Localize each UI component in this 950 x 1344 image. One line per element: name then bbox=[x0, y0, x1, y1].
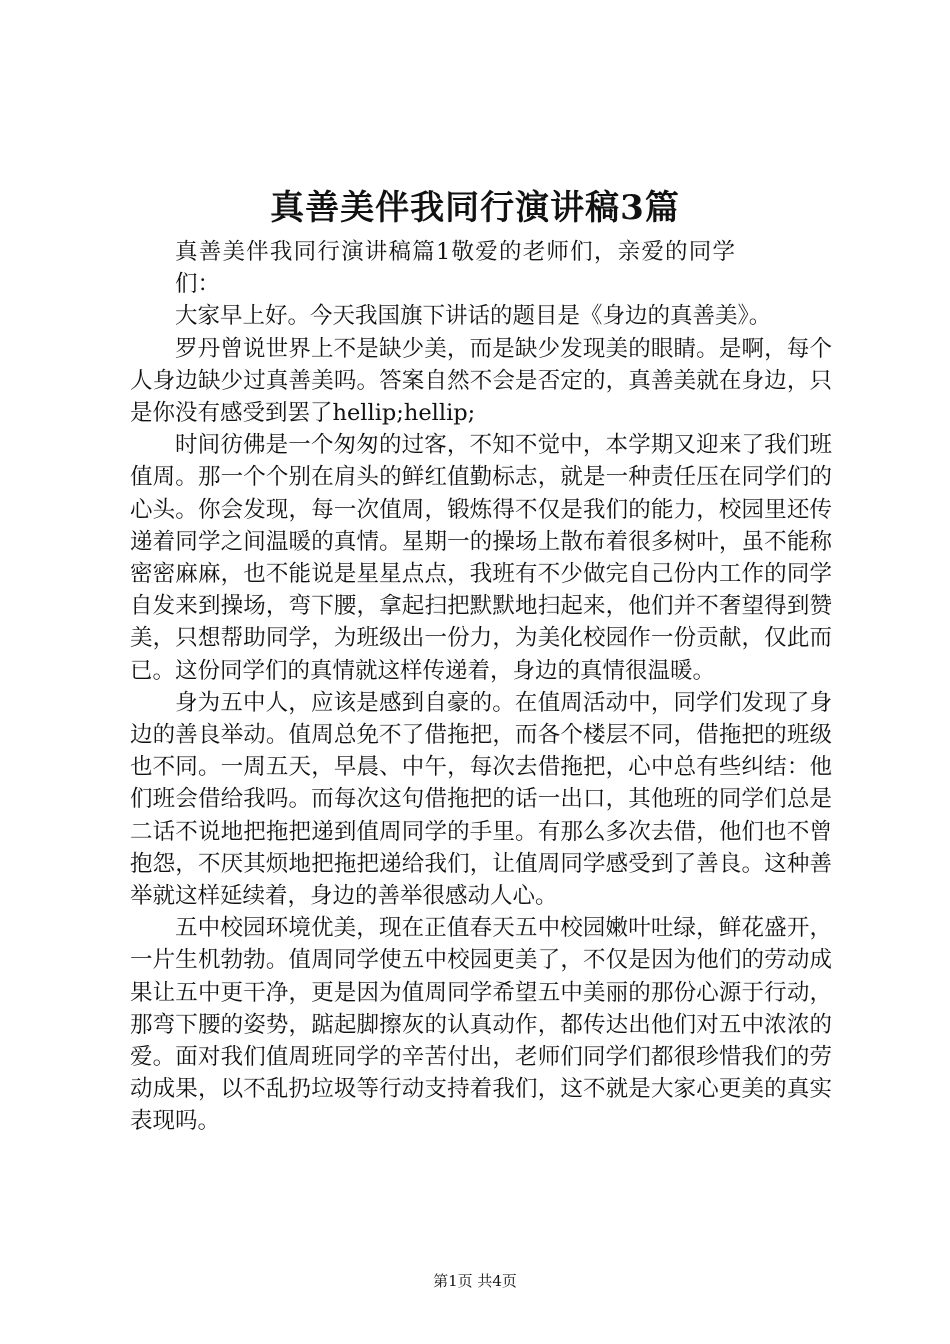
paragraph: 五中校园环境优美，现在正值春天五中校园嫩叶吐绿，鲜花盛开，一片生机勃勃。值周同学使五中校园更美了，不仅是因为他们的劳动成果让五中更干净，更是因为值周同学希望五中美丽的那份心源于行动，那弯下腰的姿势，踮起脚擦灰的认真动作，都传达出他们对五中浓浓的爱。面对我们值周班同学的辛苦付出，老师们同学们都很珍惜我们的劳动成果，以不乱扔垃圾等行动支持着我们，这不就是大家心更美的真实表现吗。 bbox=[130, 915, 832, 1135]
intro-paragraph: 真善美伴我同行演讲稿篇1敬爱的老师们，亲爱的同学们： bbox=[175, 239, 735, 298]
page-footer: 第1页 共4页 bbox=[433, 1272, 517, 1290]
paragraph: 大家早上好。今天我国旗下讲话的题目是《身边的真善美》。 bbox=[175, 303, 772, 330]
document-body bbox=[130, 236, 832, 1138]
paragraph: 时间彷佛是一个匆匆的过客，不知不觉中，本学期又迎来了我们班值周。那一个个别在肩头的鲜红值勤标志，就是一种责任压在同学们的心头。你会发现，每一次值周，锻炼得不仅是我们的能力，校园里还传递着同学之间温暖的真情。星期一的操场上散布着很多树叶，虽不能称密密麻麻，也不能说是星星点点，我班有不少做完自己份内工作的同学自发来到操场，弯下腰，拿起扫把默默地扫起来，他们并不奢望得到赞美，只想帮助同学，为班级出一份力，为美化校园作一份贡献，仅此而已。这份同学们的真情就这样传递着，身边的真情很温暖。 bbox=[130, 432, 832, 684]
paragraph: 身为五中人，应该是感到自豪的。在值周活动中，同学们发现了身边的善良举动。值周总免不了借拖把，而各个楼层不同，借拖把的班级也不同。一周五天，早晨、中午，每次去借拖把，心中总有些纠结：他们班会借给我吗。而每次这句借拖把的话一出口，其他班的同学们总是二话不说地把拖把递到值周同学的手里。有那么多次去借，他们也不曾抱怨，不厌其烦地把拖把递给我们，让值周同学感受到了善良。这种善举就这样延续着，身边的善举很感动人心。 bbox=[130, 689, 832, 910]
document-title: 真善美伴我同行演讲稿3篇 bbox=[270, 188, 680, 228]
paragraph: 罗丹曾说世界上不是缺少美，而是缺少发现美的眼睛。是啊，每个人身边缺少过真善美吗。答案自然不会是否定的，真善美就在身边，只是你没有感受到罢了hellip;hellip; bbox=[130, 335, 832, 427]
